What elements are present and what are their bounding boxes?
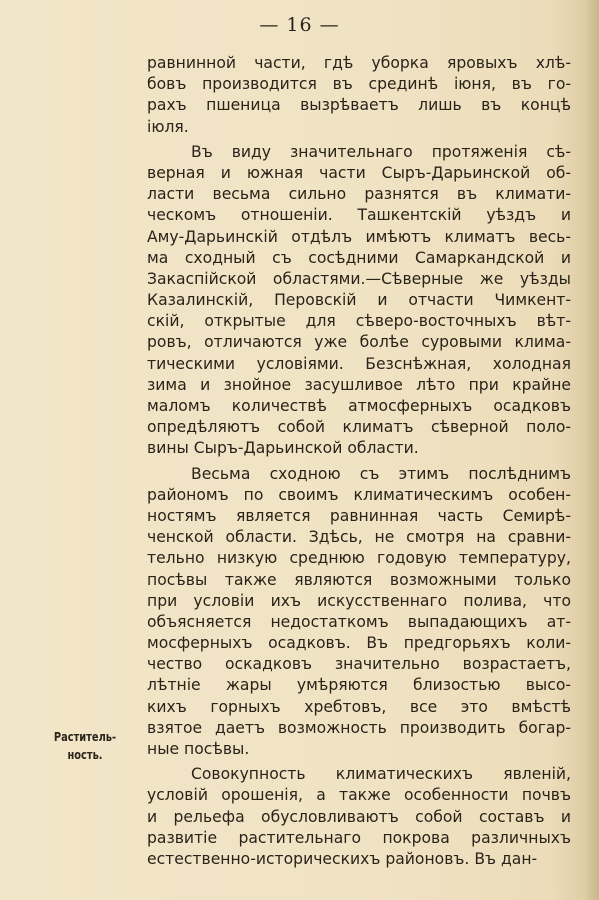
text-line: объясняется недостаткомъ выпадающихъ ат-	[147, 612, 571, 631]
text-line: вины Сыръ-Дарьинской области.	[147, 439, 419, 458]
paragraph	[147, 764, 571, 870]
text-line: Въ виду значительнаго протяженія сѣ-	[191, 142, 571, 161]
text-line: ма сходный съ сосѣдними Самаркандской и	[147, 248, 571, 267]
text-line: Весьма сходною съ этимъ послѣднимъ	[191, 464, 571, 483]
text-line: Совокупность климатическихъ явленій,	[191, 765, 571, 784]
text-line: равнинной части, гдѣ уборка яровыхъ хлѣ-	[147, 54, 571, 72]
text-line: и рельефа обусловливаютъ собой составъ и	[147, 807, 571, 826]
text-line: скій, открытые для сѣверо-восточныхъ вѣт-	[147, 312, 571, 331]
text-line: ченской области. Здѣсь, не смотря на сравни-	[147, 528, 571, 547]
text-line: тическими условіями. Безснѣжная, холодная	[147, 354, 571, 373]
text-line: Закаспійской областями.—Сѣверные же уѣзды	[147, 269, 571, 288]
margin-note-vegetation	[53, 728, 117, 764]
text-line: іюля.	[147, 117, 189, 136]
text-line: зима и знойное засушливое лѣто при крайне	[147, 375, 571, 394]
text-line: ласти весьма сильно разнятся въ климати-	[147, 185, 571, 204]
text-line: верная и южная части Сыръ-Дарьинской об-	[147, 163, 571, 182]
paragraph	[147, 464, 571, 761]
text-line: ностямъ является равнинная часть Семирѣ-	[147, 506, 571, 525]
text-line: чество оскадковъ значительно возрастаетъ,	[147, 655, 571, 674]
paragraph	[147, 142, 571, 460]
text-line: райономъ по своимъ климатическимъ особен-	[147, 485, 571, 504]
text-line: взятое даетъ возможность производить богар-	[147, 718, 571, 737]
margin-note-line-1: Раститель-	[53, 730, 117, 744]
text-line: тельно низкую среднюю годовую температуру,	[147, 549, 571, 568]
text-line: ческомъ отношеніи. Ташкентскій уѣздъ и	[147, 206, 571, 225]
text-line: Аму-Дарьинскій отдѣлъ имѣютъ климатъ весь-	[147, 227, 571, 246]
text-line: естественно-историческихъ районовъ. Въ дан-	[147, 849, 538, 868]
text-line: лѣтніе жары умѣряются близостью высо-	[147, 676, 571, 695]
text-line: кихъ горныхъ хребтовъ, все это вмѣстѣ	[147, 697, 571, 716]
text-line: развитіе растительнаго покрова различныхъ	[147, 828, 571, 847]
text-line: посѣвы также являются возможными только	[147, 570, 571, 589]
paragraph	[147, 53, 571, 138]
text-line: рахъ пшеница вызрѣваетъ лишь въ концѣ	[147, 96, 571, 115]
text-line: при условіи ихъ искусственнаго полива, что	[147, 591, 571, 610]
text-line: опредѣляютъ собой климатъ сѣверной поло-	[147, 418, 571, 437]
text-line: маломъ количествѣ атмосферныхъ осадковъ	[147, 397, 571, 415]
page-number: — 16 —	[259, 14, 340, 36]
text-line: мосферныхъ осадковъ. Въ предгорьяхъ коли-	[147, 634, 571, 653]
text-line: бовъ производится въ срединѣ іюня, въ го-	[147, 75, 571, 94]
margin-note-line-2: ность.	[67, 748, 103, 762]
text-line: ровъ, отличаются уже болѣе суровыми клима-	[147, 333, 571, 352]
body-text	[147, 53, 571, 870]
text-line: условій орошенія, а также особенности почвъ	[147, 786, 571, 805]
text-line: ные посѣвы.	[147, 740, 250, 758]
text-line: Казалинскій, Перовскій и отчасти Чимкент-	[147, 291, 571, 310]
page-edge-shadow	[585, 0, 599, 900]
